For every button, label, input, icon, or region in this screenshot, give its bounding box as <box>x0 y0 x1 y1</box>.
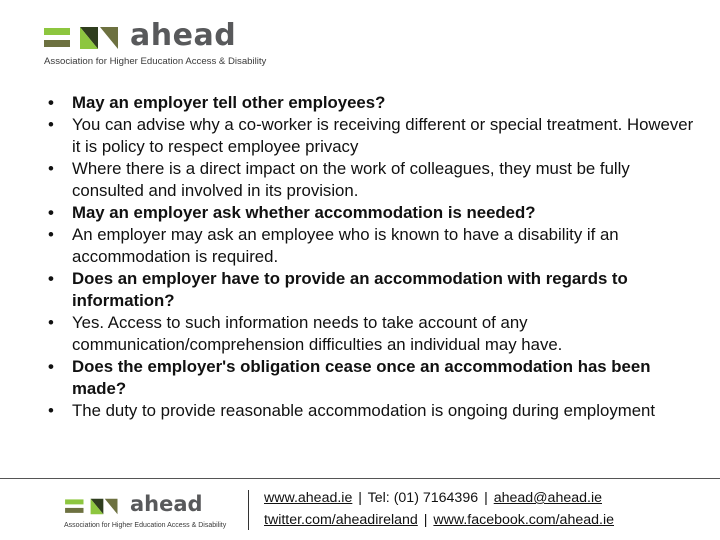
bullet-item: • Does the employer's obligation cease once an accommodation has been made? <box>40 356 700 400</box>
contact-line-1 <box>264 487 714 509</box>
bullet-item: • The duty to provide reasonable accommodation is ongoing during employment <box>40 400 700 422</box>
separator: | <box>423 512 428 528</box>
contact-line-2 <box>264 509 714 531</box>
ahead-wordmark: ahead <box>130 18 237 53</box>
telephone: Tel: (01) 7164396 <box>367 490 479 506</box>
footer-ahead-tagline: Association for Higher Education Access & Disability <box>64 522 227 529</box>
footer-divider-line <box>0 478 720 479</box>
ahead-logo-mark-icon <box>64 498 120 515</box>
ahead-logo <box>44 18 284 72</box>
ahead-logo-mark-icon <box>44 26 120 50</box>
bullet-list <box>40 92 700 422</box>
footer-contact <box>264 487 714 531</box>
bullet-item: • Yes. Access to such information needs to take account of any communication/comprehension difficulties an individual may have. <box>40 312 700 356</box>
bullet-item: • May an employer ask whether accommodation is needed? <box>40 202 700 224</box>
email-link[interactable]: ahead@ahead.ie <box>493 490 602 506</box>
footer-vertical-divider <box>248 490 249 530</box>
bullet-item: • Does an employer have to provide an accommodation with regards to information? <box>40 268 700 312</box>
separator: | <box>484 490 488 506</box>
bullet-item: • An employer may ask an employee who is known to have a disability if an accommodation is required. <box>40 224 700 268</box>
bullet-item: • You can advise why a co-worker is receiving different or special treatment. However it is policy to respect employee privacy <box>40 114 700 158</box>
footer-ahead-wordmark: ahead <box>130 492 203 516</box>
website-link[interactable]: www.ahead.ie <box>264 490 353 506</box>
facebook-link[interactable]: www.facebook.com/ahead.ie <box>433 512 614 528</box>
bullet-item: • Where there is a direct impact on the work of colleagues, they must be fully consulted and involved in its provision. <box>40 158 700 202</box>
footer-ahead-logo <box>64 492 244 536</box>
bullet-item: • May an employer tell other employees? <box>40 92 700 114</box>
separator: | <box>358 490 362 506</box>
twitter-link[interactable]: twitter.com/aheadireland <box>264 512 418 528</box>
ahead-tagline: Association for Higher Education Access & Disability <box>44 56 267 67</box>
